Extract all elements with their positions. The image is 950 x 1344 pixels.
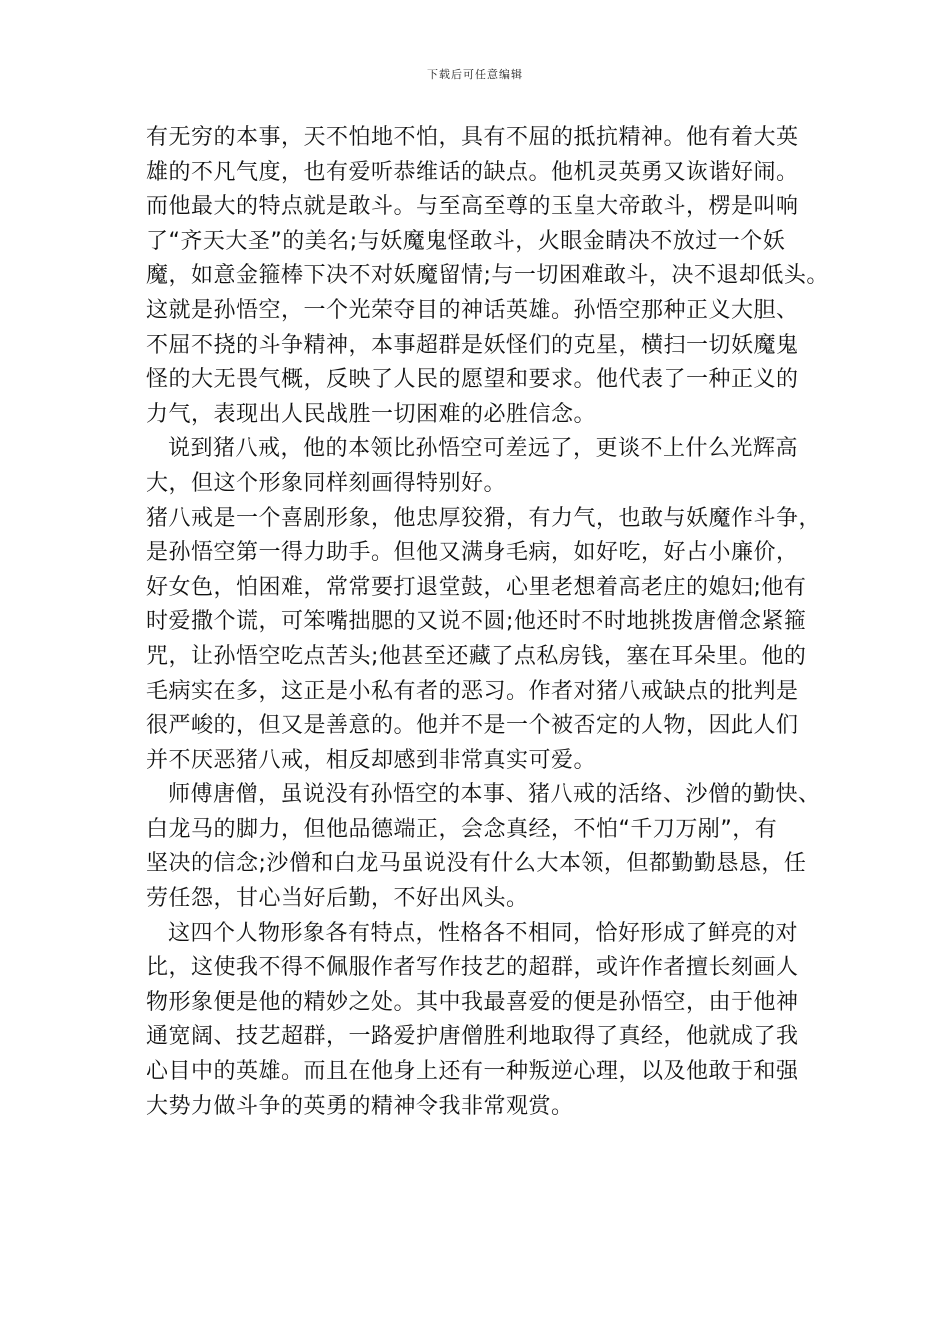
text-line: 毛病实在多，这正是小私有者的恶习。作者对猪八戒缺点的批判是 [146,678,799,704]
text-line: 有无穷的本事，天不怕地不怕，具有不屈的抵抗精神。他有着大英 [146,125,799,150]
text-line: 魔，如意金箍棒下决不对妖魔留情;与一切困难敢斗，决不退却低头。 [146,263,829,289]
text-line: 猪八戒是一个喜剧形象，他忠厚狡猾，有力气，也敢与妖魔作斗争， [146,505,822,531]
text-line: 坚决的信念;沙僧和白龙马虽说没有什么大本领，但都勤勤恳恳，任 [146,851,807,877]
text-line: 好女色，怕困难，常常要打退堂鼓，心里老想着高老庄的媳妇;他有 [146,574,807,600]
text-line: 说到猪八戒，他的本领比孙悟空可差远了，更谈不上什么光辉高 [168,436,799,462]
document-body [146,121,829,1124]
text-line: 比，这使我不得不佩服作者写作技艺的超群，或许作者擅长刻画人 [146,955,799,981]
text-line: 咒，让孙悟空吃点苦头;他甚至还藏了点私房钱，塞在耳朵里。他的 [146,643,807,669]
text-line: 不屈不挠的斗争精神，本事超群是妖怪们的克星，横扫一切妖魔鬼 [146,332,799,358]
text-line: 大，但这个形象同样刻画得特别好。 [146,470,507,496]
text-line: 是孙悟空第一得力助手。但他又满身毛病，如好吃，好占小廉价， [146,540,799,566]
text-line: 雄的不凡气度，也有爱听恭维话的缺点。他机灵英勇又诙谐好闹。 [146,159,799,185]
text-line: 通宽阔、技艺超群，一路爱护唐僧胜利地取得了真经，他就成了我 [146,1024,799,1050]
page-header: 下载后可任意编辑 [427,68,523,81]
text-line: 时爱撒个谎，可笨嘴拙腮的又说不圆;他还时不时地挑拨唐僧念紧箍 [146,609,807,635]
text-line: 力气，表现出人民战胜一切困难的必胜信念。 [146,401,597,427]
text-line: 白龙马的脚力，但他品德端正，会念真经，不怕“千刀万剐”，有 [146,816,778,842]
text-line: 物形象便是他的精妙之处。其中我最喜爱的便是孙悟空，由于他神 [146,989,799,1015]
text-line: 劳任怨，甘心当好后勤，不好出风头。 [146,886,529,912]
text-line: 心目中的英雄。而且在他身上还有一种叛逆心理，以及他敢于和强 [146,1059,799,1085]
text-line: 怪的大无畏气概，反映了人民的愿望和要求。他代表了一种正义的 [146,367,799,393]
text-line: 而他最大的特点就是敢斗。与至高至尊的玉皇大帝敢斗，楞是叫响 [146,194,799,220]
text-line: 师傅唐僧，虽说没有孙悟空的本事、猪八戒的活络、沙僧的勤快、 [168,782,821,808]
text-line: 这就是孙悟空，一个光荣夺目的神话英雄。孙悟空那种正义大胆、 [146,297,799,323]
text-line: 了“齐天大圣”的美名;与妖魔鬼怪敢斗，火眼金睛决不放过一个妖 [146,228,786,254]
text-line: 很严峻的，但又是善意的。他并不是一个被否定的人物，因此人们 [146,713,799,739]
text-line: 这四个人物形象各有特点，性格各不相同，恰好形成了鲜亮的对 [168,920,799,946]
text-line: 并不厌恶猪八戒，相反却感到非常真实可爱。 [146,747,597,773]
text-line: 大势力做斗争的英勇的精神令我非常观赏。 [146,1093,574,1119]
